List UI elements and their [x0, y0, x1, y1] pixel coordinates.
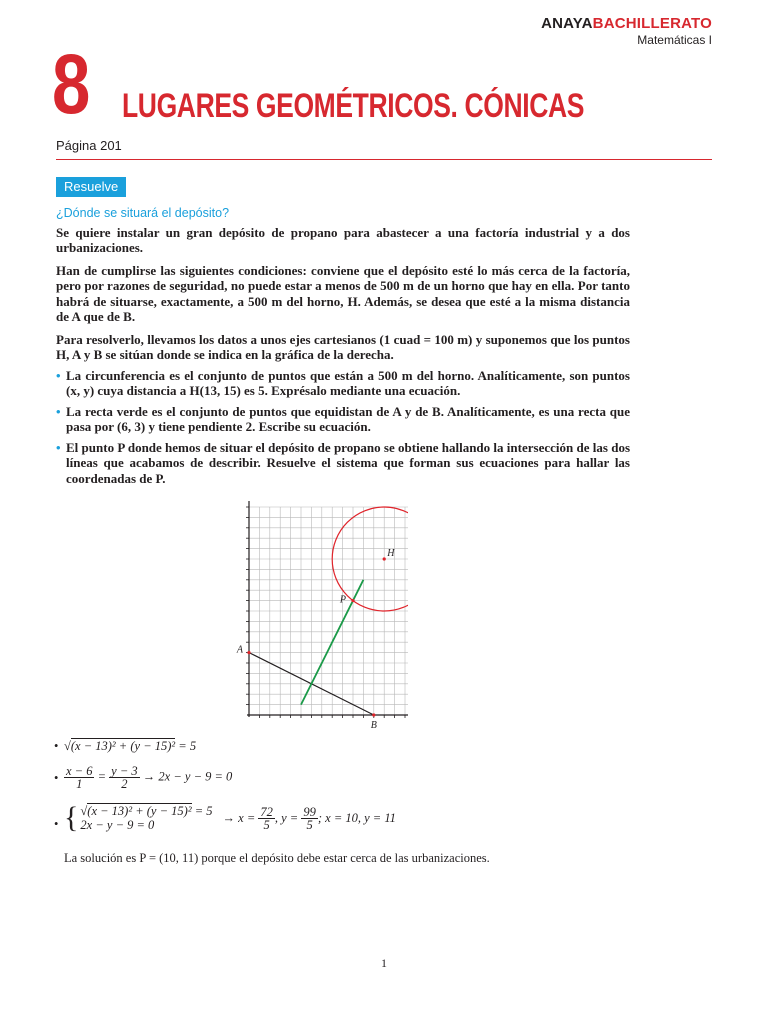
bullet-circle: • La circunferencia es el conjunto de puntos que están a 500 m del horno. Analíticamente, son puntos (x, y) cuya distancia a H(13, 15) es 5. Exprésalo mediante una ecuación. [56, 368, 630, 399]
point-b [372, 713, 375, 716]
solution-conclusion: La solución es P = (10, 11) porque el depósito debe estar cerca de las urbanizaciones. [64, 851, 490, 865]
point-a [247, 651, 250, 654]
solution-eq-2: • $\frac{x - 6}{1}$ = $\frac{y - 3}{2}$ → 2x − y − 9 = 0 [54, 764, 233, 791]
brand-logo: ANAYABACHILLERATO [541, 15, 712, 32]
page-label: Página 201 [56, 138, 122, 153]
point-label-b: B [370, 720, 377, 731]
sqrt-symbol: √ [64, 739, 71, 753]
header-divider [56, 159, 712, 160]
solution-eq-1: • √(x − 13)² + (y − 15)² = 5 [54, 739, 197, 753]
section-tag: Resuelve [56, 177, 126, 197]
point-label-a: A [236, 644, 243, 656]
brace-symbol: { [64, 801, 79, 834]
solution-system: • { √(x − 13)² + (y − 15)² = 5 2x − y − 9 = 0 → x = $\frac{72}{5}$ , y = $\frac{99}{5}$ ; x = 10, y = 11 [54, 801, 396, 834]
point-label-p: P [339, 594, 346, 606]
paragraph-1: Se quiere instalar un gran depósito de propano para abastecer a una factoría industrial y a dos urbanizaciones. [56, 225, 630, 256]
point-label-h: H [387, 548, 395, 559]
question-title: ¿Dónde se situará el depósito? [56, 206, 230, 220]
point-p [351, 599, 354, 602]
bullet-line: • La recta verde es el conjunto de puntos que equidistan de A y de B. Analíticamente, es una recta que pasa por (6, 3) y tiene pendiente 2. Escribe su ecuación. [56, 404, 630, 435]
chapter-title: LUGARES GEOMÉTRICOS. CÓNICAS [122, 87, 585, 125]
point-h [383, 557, 386, 560]
bullet-intersection: • El punto P donde hemos de situar el depósito de propano se obtiene hallando la intersección de las dos líneas que acabamos de describir. Resuelve el sistema que forman sus ecuaciones para hallar las coordenadas de P. [56, 440, 630, 486]
brand-block [541, 16, 712, 47]
paragraph-2: Han de cumplirse las siguientes condiciones: conviene que el depósito esté lo más cerca de la factoría, pero por razones de seguridad, no puede estar a menos de 500 m de un horno que hay en ella. Por tanto habrá de situarse, exactamente, a 500 m del horno, H. Además, se desea que esté a la misma distancia de A que de B. [56, 263, 630, 325]
paragraph-3: Para resolverlo, llevamos los datos a unos ejes cartesianos (1 cuad = 100 m) y suponemos que los puntos H, A y B se sitúan donde se indica en la gráfica de la derecha. [56, 332, 630, 363]
page-number: 1 [381, 956, 387, 970]
subject-label: Matemáticas I [637, 33, 712, 47]
coordinate-graph [228, 496, 408, 736]
chapter-number: 8 [52, 37, 91, 131]
